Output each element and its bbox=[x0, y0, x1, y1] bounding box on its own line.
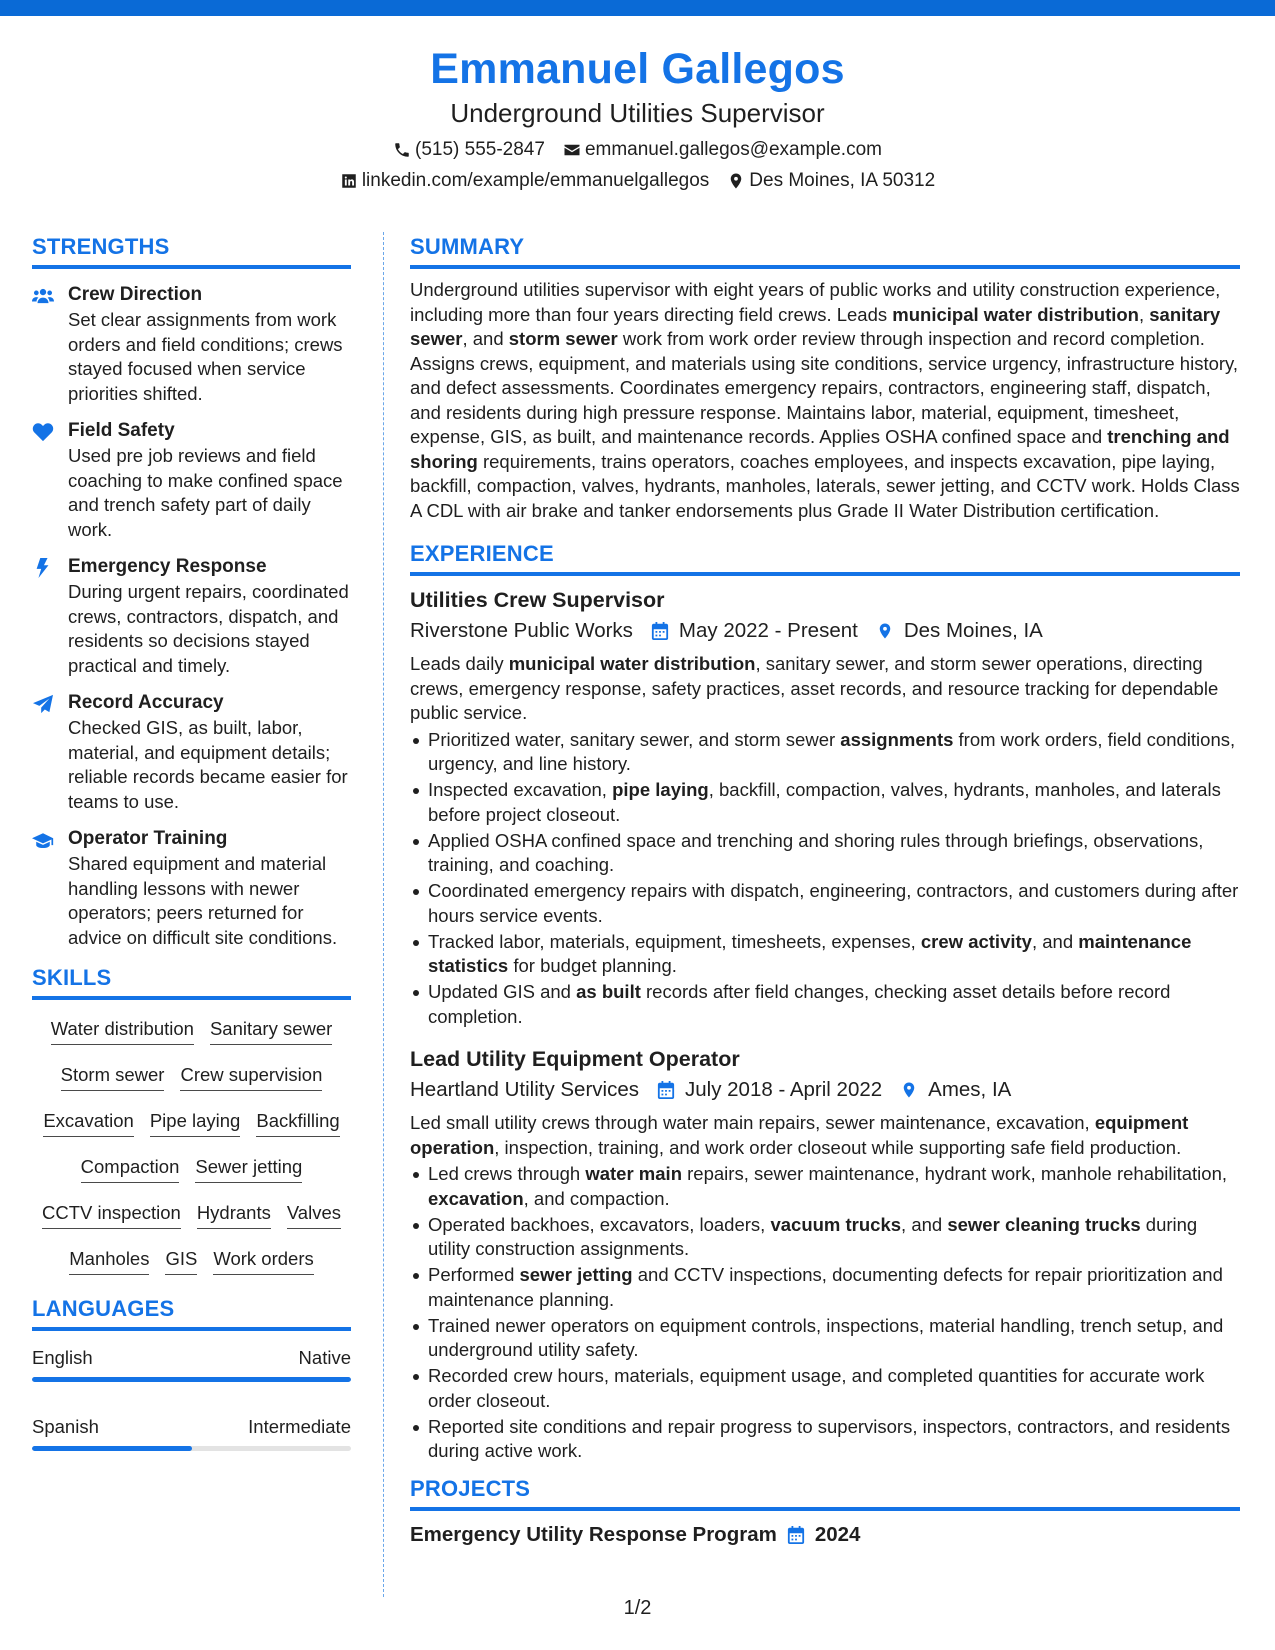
strength-desc: Shared equipment and material handling lessons with newer operators; peers returned for advice on difficult site conditions. bbox=[68, 853, 338, 948]
envelope-icon bbox=[563, 141, 581, 159]
strength-title: Emergency Response bbox=[68, 556, 267, 577]
skill-tag: CCTV inspection bbox=[42, 1200, 181, 1229]
project-name: Emergency Utility Response Program bbox=[410, 1522, 777, 1546]
skill-tag: Work orders bbox=[213, 1246, 313, 1275]
skill-tag: Water distribution bbox=[51, 1016, 194, 1045]
contact-phone[interactable] bbox=[393, 136, 545, 164]
language-level: Intermediate bbox=[248, 1416, 351, 1437]
strength-title: Operator Training bbox=[68, 828, 228, 849]
job-meta bbox=[410, 1075, 1240, 1105]
left-column bbox=[32, 232, 351, 1483]
summary-heading: SUMMARY bbox=[410, 232, 1240, 269]
projects-heading: PROJECTS bbox=[410, 1474, 1240, 1511]
strength-item bbox=[32, 555, 351, 678]
skill-tag: Backfilling bbox=[256, 1108, 339, 1137]
strength-title: Record Accuracy bbox=[68, 692, 224, 713]
contact-email[interactable] bbox=[563, 136, 882, 164]
language-proficiency-fill bbox=[32, 1377, 351, 1382]
users-icon bbox=[32, 286, 54, 306]
job-location: Ames, IA bbox=[928, 1078, 1012, 1101]
strength-item bbox=[32, 691, 351, 814]
strength-desc: Used pre job reviews and field coaching to make confined space and trench safety part of daily work. bbox=[68, 445, 343, 540]
skill-tag: Excavation bbox=[43, 1108, 134, 1137]
job-company: Riverstone Public Works bbox=[410, 619, 633, 642]
languages-heading: LANGUAGES bbox=[32, 1294, 351, 1331]
strength-desc: During urgent repairs, coordinated crews, contractors, dispatch, and residents so decisions stayed practical and timely. bbox=[68, 581, 349, 676]
job-entry bbox=[410, 1044, 1240, 1464]
strength-item bbox=[32, 419, 351, 542]
job-bullets bbox=[410, 728, 1240, 1030]
map-pin-icon bbox=[876, 621, 894, 641]
job-title: Lead Utility Equipment Operator bbox=[410, 1047, 740, 1071]
strength-title: Crew Direction bbox=[68, 284, 203, 305]
language-proficiency-fill bbox=[32, 1446, 192, 1451]
bullet-item: Tracked labor, materials, equipment, timesheets, expenses, crew activity, and maintenance statistics for budget planning. bbox=[410, 930, 1240, 979]
page-number: 1/2 bbox=[623, 1597, 652, 1619]
calendar-icon bbox=[657, 1080, 675, 1100]
job-company: Heartland Utility Services bbox=[410, 1078, 639, 1101]
skill-tag: Valves bbox=[287, 1200, 341, 1229]
job-meta bbox=[410, 616, 1240, 646]
bolt-icon bbox=[32, 558, 54, 578]
strength-item bbox=[32, 827, 351, 950]
language-item bbox=[32, 1345, 351, 1382]
bullet-item: Operated backhoes, excavators, loaders, vacuum trucks, and sewer cleaning trucks during utility construction assignments. bbox=[410, 1213, 1240, 1262]
calendar-icon bbox=[651, 621, 669, 641]
location-text: Des Moines, IA 50312 bbox=[749, 170, 936, 191]
top-accent-bar bbox=[0, 0, 1275, 16]
job-dates: July 2018 - April 2022 bbox=[685, 1078, 883, 1101]
job-entry bbox=[410, 585, 1240, 1029]
skill-tag: Crew supervision bbox=[180, 1062, 322, 1091]
bullet-item: Applied OSHA confined space and trenching and shoring rules through briefings, observations, training, and coaching. bbox=[410, 829, 1240, 878]
strength-desc: Checked GIS, as built, labor, material, and equipment details; reliable records became easier for teams to use. bbox=[68, 717, 348, 812]
skills-heading: SKILLS bbox=[32, 963, 351, 1000]
experience-heading: EXPERIENCE bbox=[410, 539, 1240, 576]
map-pin-icon bbox=[727, 172, 745, 190]
skill-tag: Sewer jetting bbox=[195, 1154, 302, 1183]
job-description: Led small utility crews through water main repairs, sewer maintenance, excavation, equipment operation, inspection, training, and work order closeout while supporting safe field production. bbox=[410, 1112, 1189, 1158]
skills-list bbox=[32, 1012, 351, 1288]
strength-desc: Set clear assignments from work orders and field conditions; crews stayed focused when service priorities shifted. bbox=[68, 309, 343, 404]
job-bullets bbox=[410, 1162, 1240, 1464]
candidate-headline: Underground Utilities Supervisor bbox=[450, 98, 825, 128]
bullet-item: Led crews through water main repairs, sewer maintenance, hydrant work, manhole rehabilitation, excavation, and compaction. bbox=[410, 1162, 1240, 1211]
contact-linkedin[interactable] bbox=[340, 167, 709, 195]
resume-header bbox=[0, 40, 1275, 195]
job-location: Des Moines, IA bbox=[903, 619, 1043, 642]
candidate-name: Emmanuel Gallegos bbox=[430, 45, 845, 93]
email-text: emmanuel.gallegos@example.com bbox=[584, 139, 882, 160]
linkedin-icon bbox=[340, 172, 358, 190]
bullet-item: Performed sewer jetting and CCTV inspections, documenting defects for repair prioritization and maintenance planning. bbox=[410, 1263, 1240, 1312]
map-pin-icon bbox=[900, 1080, 918, 1100]
contact-row-1 bbox=[0, 136, 1275, 164]
phone-icon bbox=[393, 141, 411, 159]
right-column bbox=[410, 232, 1240, 1550]
contact-row-2 bbox=[0, 167, 1275, 195]
job-title: Utilities Crew Supervisor bbox=[410, 588, 665, 612]
bullet-item: Inspected excavation, pipe laying, backfill, compaction, valves, hydrants, manholes, and laterals before project closeout. bbox=[410, 778, 1240, 827]
heart-icon bbox=[32, 422, 54, 442]
language-item bbox=[32, 1414, 351, 1451]
bullet-item: Updated GIS and as built records after field changes, checking asset details before record completion. bbox=[410, 980, 1240, 1029]
project-item bbox=[410, 1520, 1240, 1550]
strengths-list bbox=[32, 283, 351, 950]
linkedin-text: linkedin.com/example/emmanuelgallegos bbox=[361, 170, 710, 191]
strength-title: Field Safety bbox=[68, 420, 175, 441]
strengths-heading: STRENGTHS bbox=[32, 232, 351, 269]
language-proficiency-bar bbox=[32, 1446, 351, 1451]
skill-tag: Sanitary sewer bbox=[210, 1016, 332, 1045]
bullet-item: Recorded crew hours, materials, equipment usage, and completed quantities for accurate work order closeout. bbox=[410, 1364, 1240, 1413]
column-divider bbox=[383, 232, 384, 1597]
bullet-item: Prioritized water, sanitary sewer, and storm sewer assignments from work orders, field conditions, urgency, and line history. bbox=[410, 728, 1240, 777]
job-description: Leads daily municipal water distribution, sanitary sewer, and storm sewer operations, directing crews, emergency response, safety practices, asset records, and resource tracking for dependable public service. bbox=[410, 653, 1219, 723]
language-name: English bbox=[32, 1347, 93, 1368]
bullet-item: Coordinated emergency repairs with dispatch, engineering, contractors, and customers during after hours service events. bbox=[410, 879, 1240, 928]
language-level: Native bbox=[298, 1347, 351, 1368]
skill-tag: Manholes bbox=[69, 1246, 149, 1275]
language-name: Spanish bbox=[32, 1416, 99, 1437]
skill-tag: Hydrants bbox=[197, 1200, 271, 1229]
project-year: 2024 bbox=[814, 1522, 861, 1546]
strength-item bbox=[32, 283, 351, 406]
skill-tag: Storm sewer bbox=[61, 1062, 165, 1091]
skill-tag: Pipe laying bbox=[150, 1108, 241, 1137]
skill-tag: GIS bbox=[165, 1246, 197, 1275]
calendar-icon bbox=[787, 1525, 805, 1545]
bullet-item: Trained newer operators on equipment controls, inspections, material handling, trench setup, and underground utility safety. bbox=[410, 1314, 1240, 1363]
job-dates: May 2022 - Present bbox=[678, 619, 858, 642]
skill-tag: Compaction bbox=[81, 1154, 180, 1183]
summary-text: Underground utilities supervisor with eight years of public works and utility construction experience, including more than four years directing field crews. Leads municipal water distribution, sanitary sewer, and storm sewer work from work order review through inspection and record completion. Assigns crews, equipment, and materials using site conditions, service urgency, infrastructure history, and defect assessments. Coordinates emergency repairs, contractors, engineering staff, dispatch, and residents during high pressure response. Maintains labor, material, equipment, timesheet, expense, GIS, as built, and maintenance records. Applies OSHA confined space and trenching and shoring requirements, trains operators, coaches employees, and inspects excavation, pipe laying, backfill, compaction, valves, hydrants, manholes, laterals, sewer jetting, and CCTV work. Holds Class A CDL with air brake and tanker endorsements plus Grade II Water Distribution certification. bbox=[410, 279, 1240, 521]
contact-location bbox=[727, 167, 935, 195]
language-proficiency-bar bbox=[32, 1377, 351, 1382]
paper-plane-icon bbox=[32, 694, 54, 714]
bullet-item: Reported site conditions and repair progress to supervisors, inspectors, contractors, and residents during active work. bbox=[410, 1415, 1240, 1464]
languages-list bbox=[32, 1345, 351, 1451]
phone-text: (515) 555-2847 bbox=[415, 139, 545, 160]
graduation-cap-icon bbox=[32, 830, 54, 850]
